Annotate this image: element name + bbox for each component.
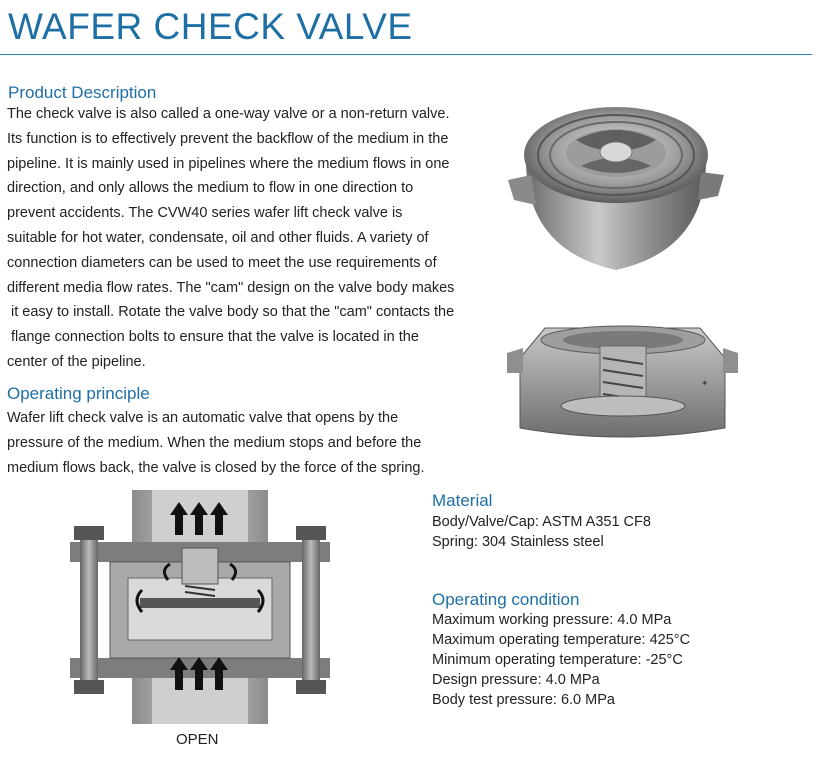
product-description-text: [7, 102, 454, 375]
text-line: different media flow rates. The "cam" design on the valve body makes: [7, 279, 455, 296]
valve-cutaway-image: [505, 318, 740, 443]
operating-principle-heading: Operating principle: [7, 384, 150, 403]
operating-principle-text: [7, 406, 424, 480]
text-line: direction, and only allows the medium to flow in one direction to: [7, 180, 414, 197]
product-description-heading: Product Description: [8, 83, 157, 102]
spec-line: Maximum working pressure: 4.0 MPa: [432, 612, 672, 628]
operating-condition-heading: Operating condition: [432, 590, 580, 609]
text-line: Wafer lift check valve is an automatic valve that opens by the: [7, 410, 399, 426]
text-line: flange connection bolts to ensure that the valve is located in the: [7, 329, 419, 346]
text-line: prevent accidents. The CVW40 series wafer lift check valve is: [7, 205, 403, 222]
text-line: medium flows back, the valve is closed by the force of the spring.: [7, 459, 425, 476]
spec-line: Body test pressure: 6.0 MPa: [432, 692, 615, 708]
text-line: suitable for hot water, condensate, oil and other fluids. A variety of: [7, 229, 429, 246]
text-line: connection diameters can be used to meet the use requirements of: [7, 254, 437, 271]
valve-photo: [506, 100, 726, 280]
text-line: it easy to install. Rotate the valve body so that the "cam" contacts the: [7, 304, 455, 321]
text-line: The check valve is also called a one-way valve or a non-return valve.: [7, 106, 450, 122]
text-line: pressure of the medium. When the medium stops and before the: [7, 434, 422, 451]
text-line: center of the pipeline.: [7, 353, 146, 370]
text-line: Its function is to effectively prevent the backflow of the medium in the: [7, 130, 449, 147]
title-divider: [0, 54, 812, 55]
valve-open-diagram: [70, 490, 330, 724]
spec-line: Design pressure: 4.0 MPa: [432, 672, 600, 688]
material-heading: Material: [432, 491, 493, 510]
text-line: pipeline. It is mainly used in pipelines where the medium flows in one: [7, 155, 450, 172]
spec-line: Spring: 304 Stainless steel: [432, 534, 604, 550]
material-list: [432, 512, 651, 552]
spec-line: Minimum operating temperature: -25°C: [432, 652, 683, 668]
valve-marking-logo: ✦: [701, 379, 709, 389]
spec-line: Maximum operating temperature: 425°C: [432, 632, 691, 648]
operating-condition-list: [432, 610, 690, 710]
diagram-caption: OPEN: [176, 731, 219, 748]
spec-line: Body/Valve/Cap: ASTM A351 CF8: [432, 514, 651, 530]
page-title: WAFER CHECK VALVE: [8, 6, 413, 47]
